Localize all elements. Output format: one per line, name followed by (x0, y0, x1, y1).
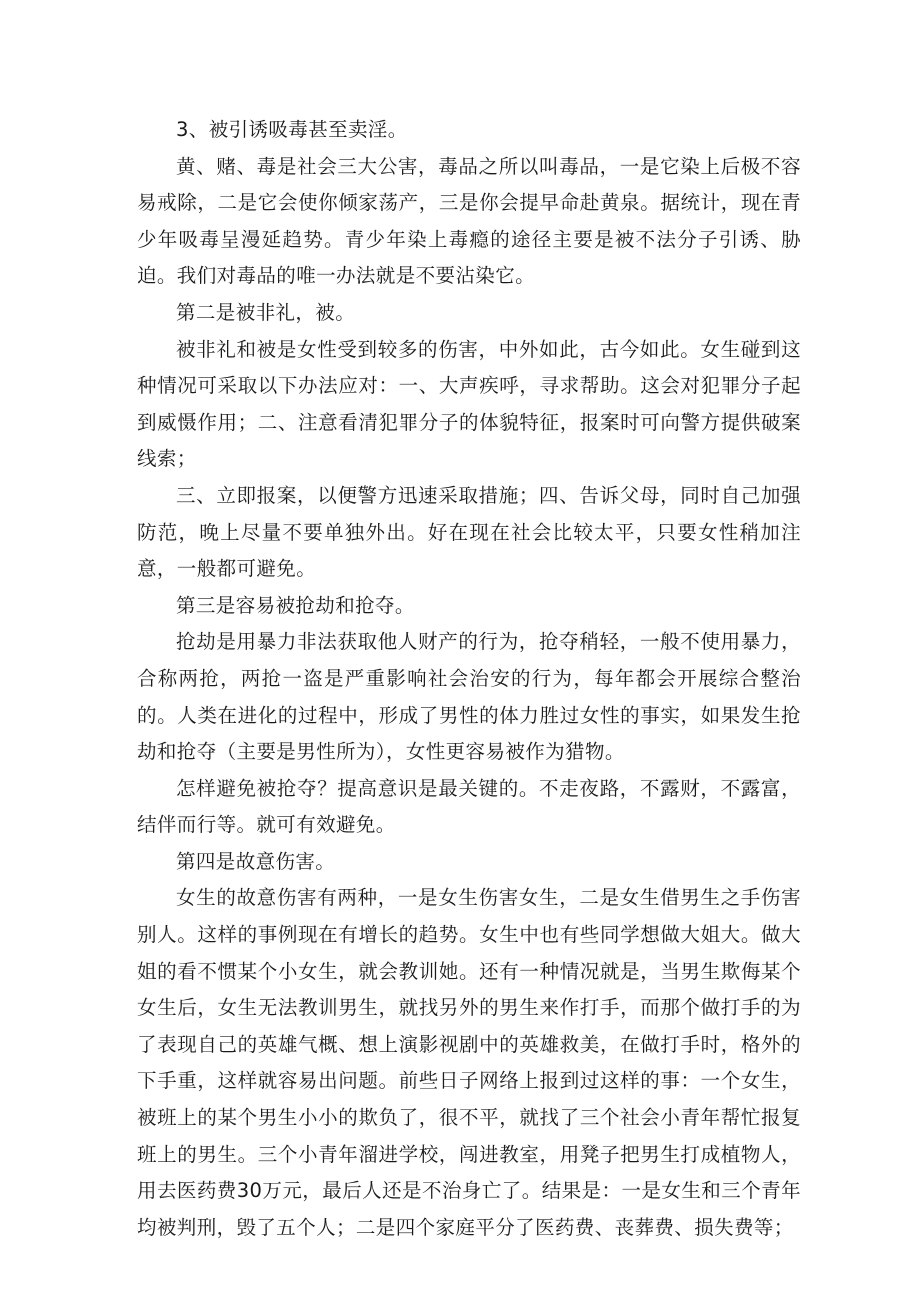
paragraph-drug-body: 黄、赌、毒是社会三大公害，毒品之所以叫毒品，一是它染上后极不容易戒除，二是它会使你倾家荡产，三是你会提早命赴黄泉。据统计，现在青少年吸毒呈漫延趋势。青少年染上毒瘾的途径主要是被不法分子引诱、胁迫。我们对毒品的唯一办法就是不要沾染它。 (137, 154, 801, 288)
paragraph-fourth-heading: 第四是故意伤害。 (176, 849, 336, 873)
paragraph-robbery-avoid: 怎样避免被抢夺？提高意识是最关键的。不走夜路，不露财，不露富，结伴而行等。就可有效避免。 (137, 776, 801, 837)
document-body (137, 112, 801, 1246)
paragraph-third-heading: 第三是容易被抢劫和抢夺。 (176, 593, 415, 617)
paragraph-robbery-body: 抢劫是用暴力非法获取他人财产的行为，抢夺稍轻，一般不使用暴力，合称两抢，两抢一盗是严重影响社会治安的行为，每年都会开展综合整治的。人类在进化的过程中，形成了男性的体力胜过女性的事实，如果发生抢劫和抢夺（主要是男性所为），女性更容易被作为猎物。 (137, 630, 801, 764)
paragraph-injury-body: 女生的故意伤害有两种，一是女生伤害女生，二是女生借男生之手伤害别人。这样的事例现在有增长的趋势。女生中也有些同学想做大姐大。做大姐的看不惯某个小女生，就会教训她。还有一种情况就是，当男生欺侮某个女生后，女生无法教训男生，就找另外的男生来作打手，而那个做打手的为了表现自己的英雄气概、想上演影视剧中的英雄救美，在做打手时，格外的下手重，这样就容易出问题。前些日子网络上报到过这样的事：一个女生，被班上的某个男生小小的欺负了，很不平，就找了三个社会小青年帮忙报复班上的男生。三个小青年溜进学校，闯进教室，用凳子把男生打成植物人，用去医药费30万元，最后人还是不治身亡了。结果是：一是女生和三个青年均被判刑，毁了五个人；二是四个家庭平分了医药费、丧葬费、损失费等； (137, 886, 801, 1239)
paragraph-harassment-body: 被非礼和被是女性受到较多的伤害，中外如此，古今如此。女生碰到这种情况可采取以下办法应对：一、大声疾呼，寻求帮助。这会对犯罪分子起到威慑作用；二、注意看清犯罪分子的体貌特征，报案时可向警方提供破案线索； (137, 337, 801, 471)
paragraph-second-heading: 第二是被非礼，被。 (176, 300, 356, 324)
paragraph-drug-heading: 3、被引诱吸毒甚至卖淫。 (176, 118, 408, 141)
paragraph-harassment-steps: 三、立即报案，以便警方迅速采取措施；四、告诉父母，同时自己加强防范，晚上尽量不要单独外出。好在现在社会比较太平，只要女性稍加注意，一般都可避免。 (137, 483, 801, 581)
